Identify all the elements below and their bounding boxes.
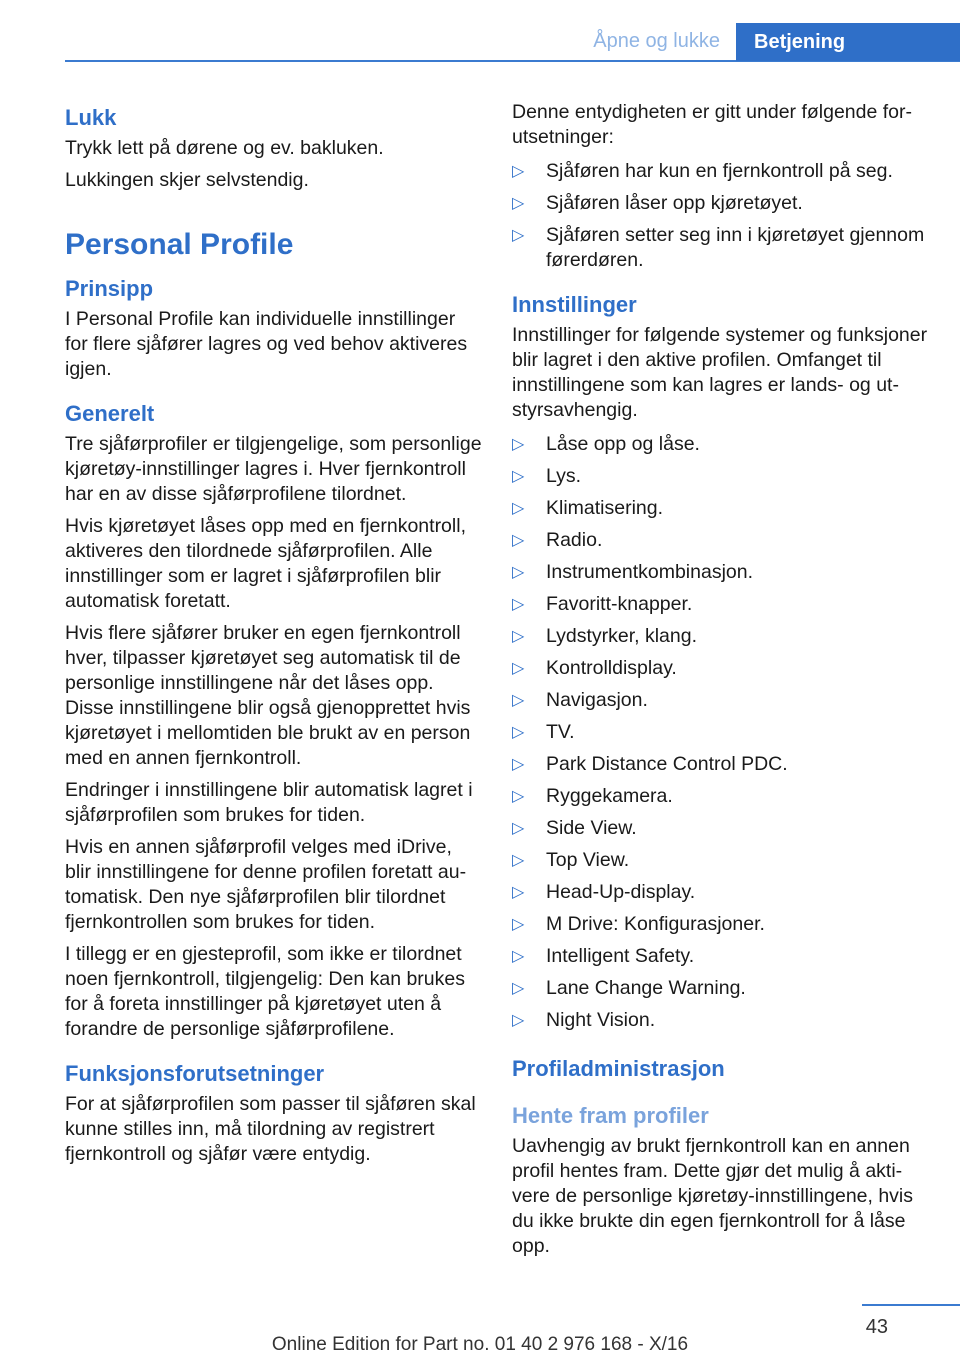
- triangle-bullet-icon: ▷: [512, 948, 525, 965]
- triangle-bullet-icon: ▷: [512, 163, 525, 180]
- triangle-bullet-icon: ▷: [512, 468, 525, 485]
- list-item: ▷ Radio.: [512, 529, 603, 551]
- page-header: [0, 0, 960, 64]
- lukk-paragraph: Trykk lett på dørene og ev. bakluken.: [65, 137, 384, 159]
- list-item: ▷ Lys.: [512, 465, 582, 487]
- generelt-paragraph: Hvis en annen sjåførprofil velges med iDrive, blir innstillingene for denne profilen foretatt automatisk. Den nye sjåførprofilen blir tilordnet fjernkontrollen som brukes for tiden.: [65, 836, 467, 933]
- edition-line: Online Edition for Part no. 01 40 2 976 168 - X/16: [271, 1334, 689, 1355]
- triangle-bullet-icon: ▷: [512, 660, 525, 677]
- section-title: Personal Profile: [65, 228, 294, 261]
- triangle-bullet-icon: ▷: [512, 916, 525, 933]
- list-item: ▷ Instrumentkombinasjon.: [512, 561, 754, 583]
- generelt-paragraph: Tre sjåførprofiler er tilgjengelige, som personlige kjøretøy-innstillinger lagres i. Hver fjernkontroll har en av disse sjåførprofilene tilordnet.: [65, 433, 482, 505]
- lukk-paragraph: Lukkingen skjer selvstendig.: [65, 169, 309, 191]
- list-item: ▷ Kontrolldisplay.: [512, 657, 677, 679]
- funksjon-paragraph: For at sjåførprofilen som passer til sjåføren skal kunne stilles inn, må tilordning av registrert fjernkontroll og sjåfør være entydig.: [65, 1093, 476, 1165]
- triangle-bullet-icon: ▷: [512, 820, 525, 837]
- triangle-bullet-icon: ▷: [512, 788, 525, 805]
- list-item: ▷ Head-Up-display.: [512, 881, 696, 903]
- list-item: ▷ Klimatisering.: [512, 497, 664, 519]
- triangle-bullet-icon: ▷: [512, 756, 525, 773]
- list-item: ▷ Låse opp og låse.: [512, 433, 700, 455]
- list-item: ▷ Sjåføren har kun en fjernkontroll på seg.: [512, 160, 893, 182]
- triangle-bullet-icon: ▷: [512, 596, 525, 613]
- generelt-paragraph: Hvis flere sjåfører bruker en egen fjernkontroll hver, tilpasser kjøretøyet seg automatisk til de personlige innstillingene når det låses opp. Disse innstillingene blir også gjenopprettet hvis kjøretøyet i mellomtiden ble brukt av en person med en annen fjernkontroll.: [65, 622, 471, 769]
- list-item: ▷ Night Vision.: [512, 1009, 656, 1031]
- innstillinger-heading: Innstillinger: [512, 292, 637, 317]
- prinsipp-paragraph: I Personal Profile kan individuelle innstillinger for flere sjåfører lagres og ved behov aktiveres igjen.: [65, 308, 468, 380]
- list-item: ▷ M Drive: Konfigurasjoner.: [512, 913, 765, 935]
- list-item: ▷ Lydstyrker, klang.: [512, 625, 698, 647]
- generelt-heading: Generelt: [65, 401, 155, 426]
- triangle-bullet-icon: ▷: [512, 628, 525, 645]
- triangle-bullet-icon: ▷: [512, 724, 525, 741]
- triangle-bullet-icon: ▷: [512, 1012, 525, 1029]
- triangle-bullet-icon: ▷: [512, 884, 525, 901]
- list-item: ▷ Side View.: [512, 817, 637, 839]
- admin-heading: Profiladministrasjon: [512, 1056, 725, 1081]
- footer-rule: [862, 1304, 960, 1306]
- list-item: ▷ Intelligent Safety.: [512, 945, 695, 967]
- header-section-label: Åpne og lukke: [593, 30, 720, 52]
- triangle-bullet-icon: ▷: [512, 564, 525, 581]
- generelt-paragraph: Hvis kjøretøyet låses opp med en fjernkontroll, aktiveres den tilordnede sjåførprofilen. Alle innstillinger som er lagret i sjåførprofilen blir automatisk foretatt.: [65, 515, 466, 612]
- list-item: ▷ Ryggekamera.: [512, 785, 673, 807]
- conditions-list: [512, 159, 930, 273]
- prinsipp-heading: Prinsipp: [65, 276, 154, 301]
- triangle-bullet-icon: ▷: [512, 227, 525, 244]
- right-column: [512, 100, 930, 1266]
- list-item: ▷ Sjåføren låser opp kjøretøyet.: [512, 192, 803, 214]
- triangle-bullet-icon: ▷: [512, 436, 525, 453]
- funksjon-heading: Funksjonsforutsetninger: [65, 1061, 325, 1086]
- triangle-bullet-icon: ▷: [512, 692, 525, 709]
- triangle-bullet-icon: ▷: [512, 532, 525, 549]
- list-item: ▷ Sjåføren setter seg inn i kjøretøyet gjennom førerdøren.: [512, 224, 925, 271]
- innstillinger-list: [512, 432, 930, 1033]
- triangle-bullet-icon: ▷: [512, 500, 525, 517]
- innstillinger-text: Innstillinger for følgende systemer og funksjoner blir lagret i den aktive profilen. Omfanget til innstillingene som kan lagres er lands- og utstyrsavhengig.: [512, 324, 928, 421]
- triangle-bullet-icon: ▷: [512, 852, 525, 869]
- generelt-paragraph: Endringer i innstillingene blir automatisk lagret i sjåførprofilen som brukes for tiden.: [65, 779, 473, 826]
- header-chapter-tab: Betjening: [736, 23, 960, 61]
- list-item: ▷ Lane Change Warning.: [512, 977, 746, 999]
- left-column: [65, 100, 483, 1174]
- list-item: ▷ Navigasjon.: [512, 689, 648, 711]
- list-item: ▷ Park Distance Control PDC.: [512, 753, 788, 775]
- triangle-bullet-icon: ▷: [512, 195, 525, 212]
- lukk-heading: Lukk: [65, 105, 117, 130]
- page-number: 43: [865, 1316, 888, 1338]
- generelt-paragraph: I tillegg er en gjesteprofil, som ikke er tilordnet noen fjernkontroll, tilgjengelig: Den kan brukes for å foreta innstillinger på kjøretøyet uten å forandre de personlige sjåførprofilene.: [65, 943, 465, 1040]
- triangle-bullet-icon: ▷: [512, 980, 525, 997]
- list-item: ▷ TV.: [512, 721, 575, 743]
- admin-text: Uavhengig av brukt fjernkontroll kan en annen profil hentes fram. Dette gjør det mulig å aktivere de personlige kjøretøy-innstillingene, hvis du ikke brukte din egen fjernkontroll for å låse opp.: [512, 1135, 914, 1257]
- list-item: ▷ Favoritt-knapper.: [512, 593, 693, 615]
- conditions-intro: Denne entydigheten er gitt under følgende forutsetninger:: [512, 101, 913, 148]
- admin-subheading: Hente fram profiler: [512, 1103, 709, 1128]
- list-item: ▷ Top View.: [512, 849, 630, 871]
